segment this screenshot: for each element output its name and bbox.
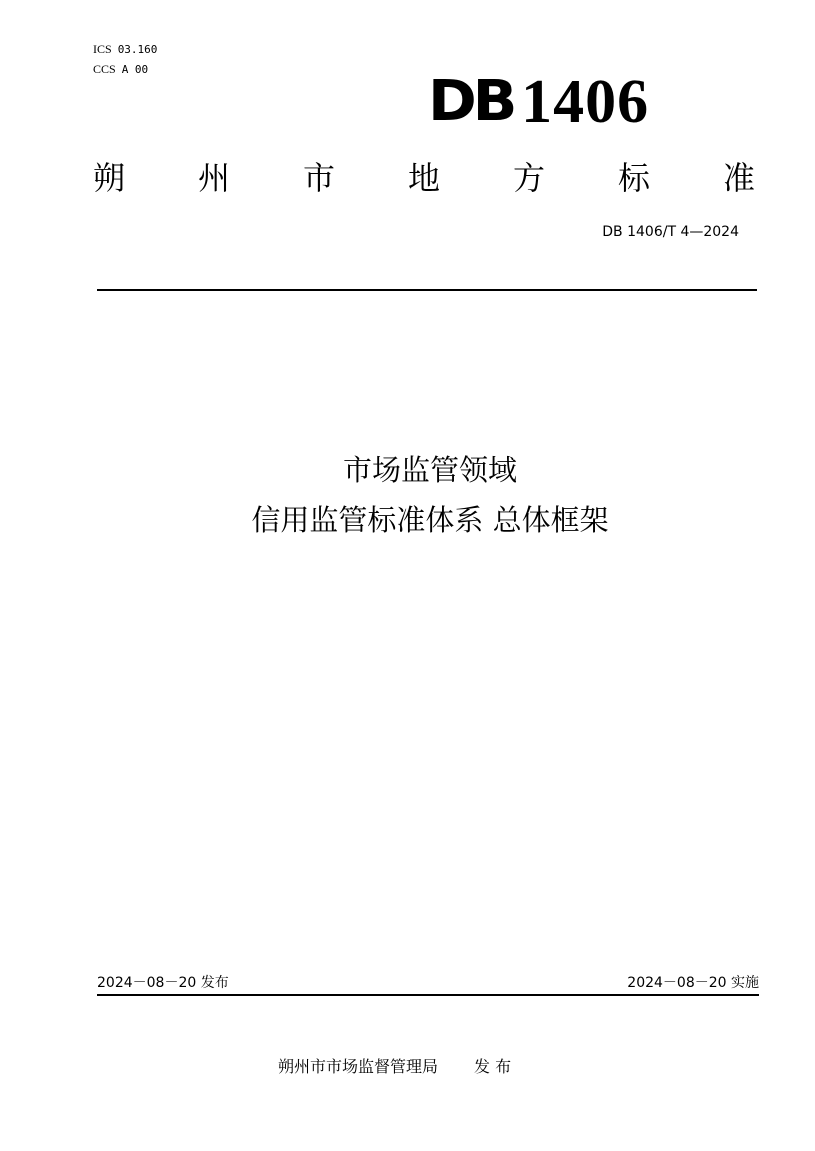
ccs-code [93,62,148,77]
bottom-divider [97,994,759,996]
banner-char: 市 [302,159,335,197]
standard-type-banner [89,158,759,198]
issuer-action: 发 布 [474,1057,512,1076]
banner-char: 地 [407,159,440,197]
banner-char: 准 [722,159,755,197]
ccs-label: CCS [93,62,116,76]
banner-char: 方 [512,159,545,197]
banner-char: 标 [617,159,650,197]
top-divider [97,289,757,291]
implement-date: 2024－08－20 实施 [627,975,759,991]
db-number: 1406 [521,68,650,136]
ics-code [93,42,157,57]
document-title [0,445,815,545]
banner-char: 州 [197,159,230,197]
issuing-authority [278,1054,511,1077]
ics-label: ICS [93,42,112,56]
banner-char: 朔 [92,159,125,197]
ics-value: 03.160 [117,43,158,56]
standard-code: DB 1406/T 4—2024 [602,224,739,240]
title-line-1: 市场监管领域 [342,453,517,487]
issuer-name: 朔州市市场监督管理局 [278,1057,439,1076]
ccs-value: A 00 [121,63,149,76]
db-standard-mark [428,68,650,136]
publish-date: 2024－08－20 发布 [97,975,229,991]
title-line-2: 信用监管标准体系 总体框架 [251,503,609,537]
db-letters: DB [428,69,514,134]
